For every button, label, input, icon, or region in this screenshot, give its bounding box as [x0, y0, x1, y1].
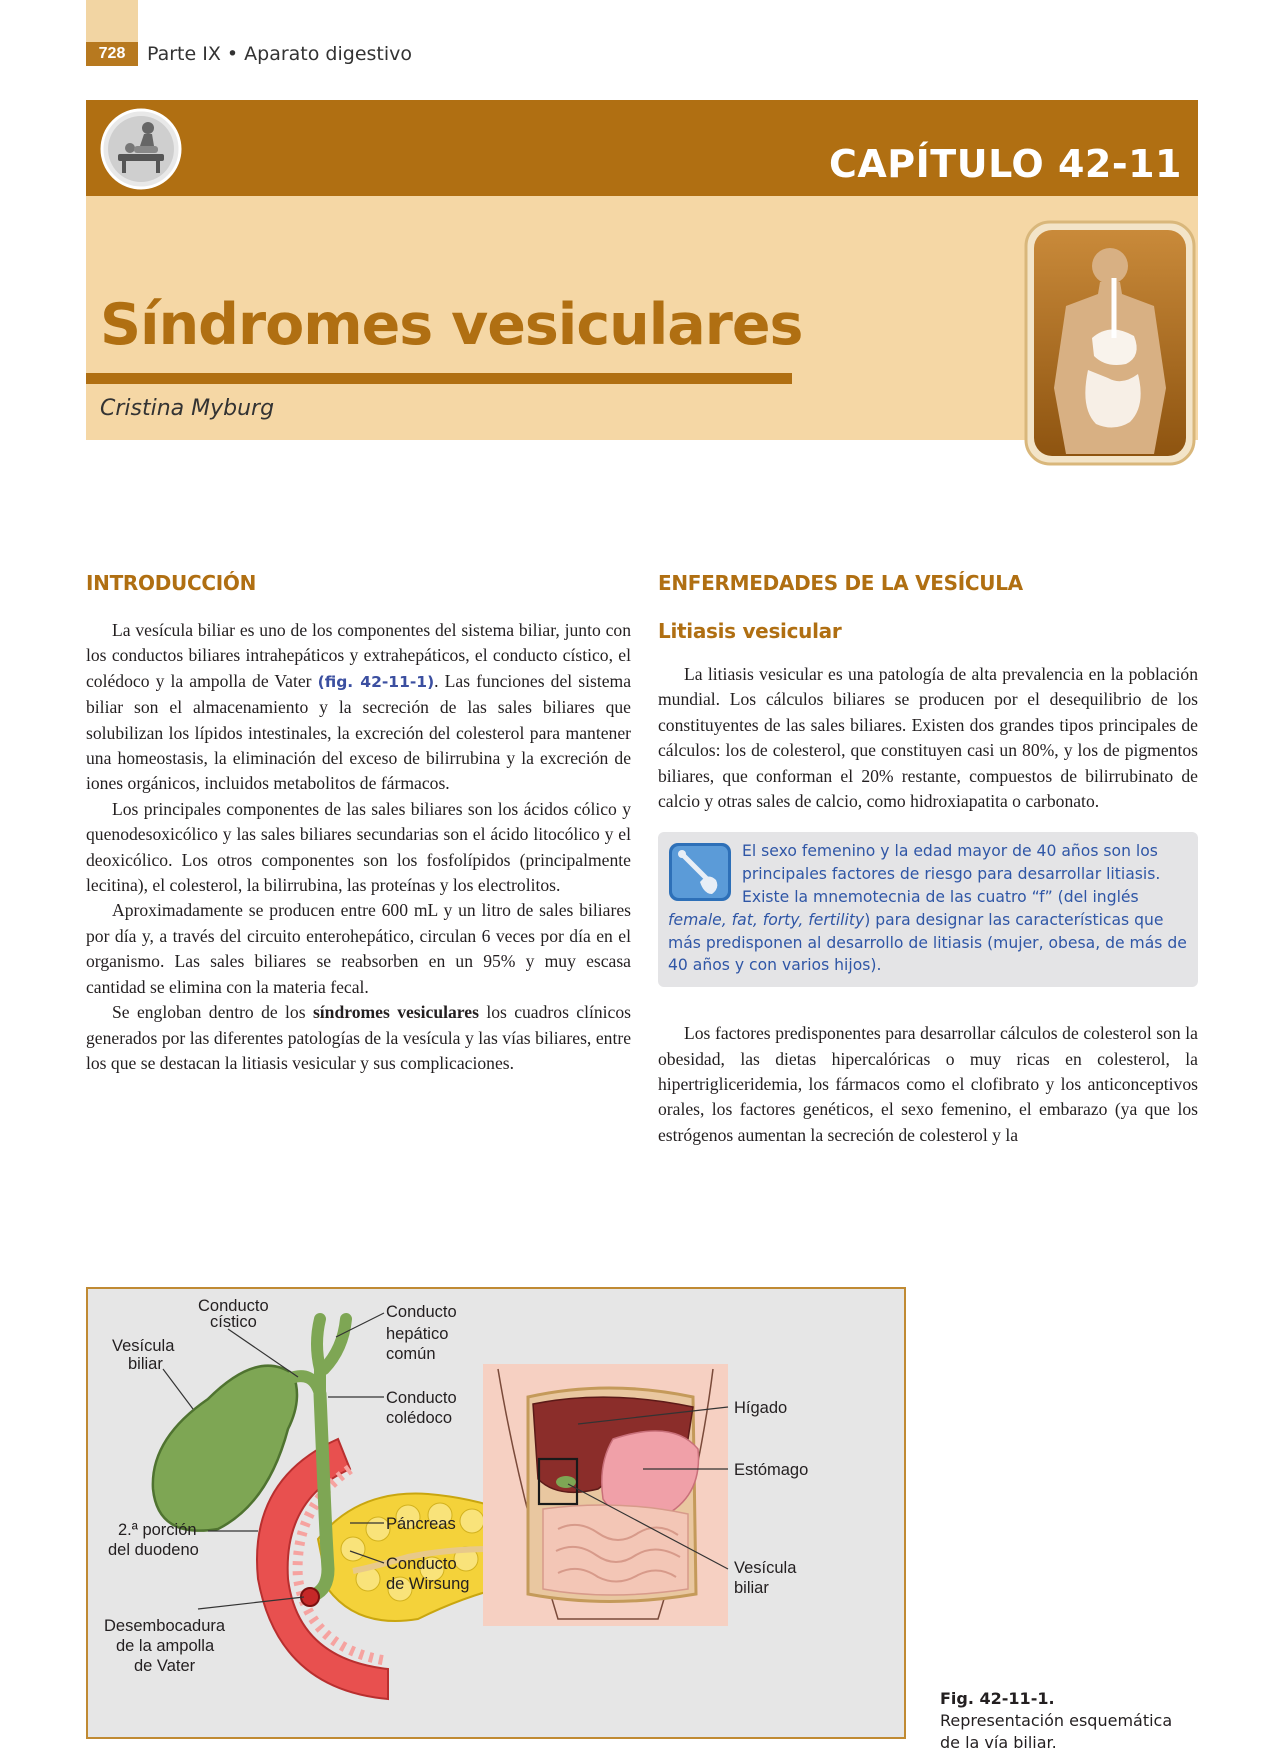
biliary-anatomy-illustration	[88, 1289, 903, 1736]
label-estomago: Estómago	[734, 1461, 809, 1479]
reflex-hammer-icon	[668, 842, 732, 902]
label-conducto-cistico: Conducto	[198, 1297, 269, 1315]
title-rule	[86, 373, 792, 384]
paragraph: Los factores predisponentes para desarrollar cálculos de colesterol son la obesidad, las dietas hipercalóricas o muy ricas en colesterol, la hipertrigliceridemia, los fármacos como el clofibrato y los anticonceptivos orales, los factores genéticos, el sexo femenino, el embarazo (ya que los estrógenos aumentan la secreción de colesterol y la	[658, 1023, 1198, 1145]
label-conducto-wirsung: de Wirsung	[386, 1575, 470, 1593]
label-higado: Hígado	[734, 1399, 788, 1417]
chapter-label: CAPÍTULO 42-11	[829, 142, 1182, 186]
note-text: ) para designar las características que más predisponen al desarrollo de litiasis (mujer, obesa, de más de 40 años y con varios hijos).	[668, 910, 1187, 975]
note-text: El sexo femenino y la edad mayor de 40 años son los principales factores de riesgo para desarrollar litiasis. Existe la mnemotecnia de las cuatro “f” (del inglés	[742, 842, 1161, 907]
right-column	[658, 568, 1198, 1148]
clinical-note-text	[668, 840, 1188, 977]
label-conducto-hepatico: común	[386, 1345, 436, 1363]
label-conducto-coledoco: colédoco	[386, 1409, 453, 1427]
paragraph-text: los cuadros clínicos generados por las diferentes patologías de la vesícula y las vías biliares, entre los que se destacan la litiasis vesicular y sus complicaciones.	[86, 1002, 631, 1073]
paragraph	[86, 618, 631, 797]
page-number: 728	[86, 42, 138, 66]
label-conducto-wirsung: Conducto	[386, 1555, 457, 1573]
left-hepatic-duct	[324, 1319, 346, 1369]
label-pancreas: Páncreas	[386, 1515, 456, 1533]
figure-caption-text: Representación esquemática de la vía biliar.	[940, 1711, 1173, 1752]
clinical-note-box	[658, 832, 1198, 987]
label-duodeno: del duodeno	[108, 1541, 199, 1559]
paragraph: Los principales componentes de las sales biliares son los ácidos cólico y quenodesoxicólico y las sales biliares secundarias son el ácido litocólico y el deoxicólico. Los otros componentes son los fosfolípidos (principalmente lecitina), el colesterol, la bilirrubina, las proteínas y los electrolitos.	[86, 798, 631, 896]
figure-reference-link[interactable]: (fig. 42-11-1)	[317, 672, 435, 691]
stethoscope-exam-icon	[100, 108, 182, 190]
running-title: Parte IX • Aparato digestivo	[147, 43, 412, 65]
label-conducto-cistico: cístico	[210, 1313, 257, 1331]
label-ampolla-vater: de la ampolla	[116, 1637, 215, 1655]
paragraph-text: La vesícula biliar es uno de los componentes del sistema biliar, junto con los conductos biliares intrahepáticos y extrahepáticos, el conducto cístico, el colédoco y la ampolla de Vater	[86, 620, 631, 691]
paragraph-text: . Las funciones del sistema biliar son el almacenamiento y la secreción de las sales biliares que solubilizan los lípidos intestinales, la excreción del colesterol para mantener una homeostasis, la eliminación del exceso de bilirrubina y la excreción de iones orgánicos, incluidos metabolitos de fármacos.	[86, 670, 632, 794]
figure-caption	[940, 1688, 1180, 1754]
bold-term: síndromes vesiculares	[312, 1002, 479, 1023]
label-conducto-hepatico: Conducto	[386, 1303, 457, 1321]
right-hepatic-duct	[317, 1319, 320, 1399]
label-ampolla-vater: Desembocadura	[104, 1617, 226, 1635]
paragraph	[86, 1000, 631, 1076]
label-duodeno: 2.ª porción	[118, 1521, 197, 1539]
paragraph: Aproximadamente se producen entre 600 mL y un litro de sales biliares por día y, a través del circuito enterohepático, circulan 6 veces por día en el organismo. Las sales biliares se reabsorben en un 95% y muy escasa cantidad se elimina con la materia fecal.	[86, 900, 631, 997]
section-heading-enfermedades: ENFERMEDADES DE LA VESÍCULA	[658, 571, 1023, 595]
label-conducto-coledoco: Conducto	[386, 1389, 457, 1407]
chapter-author: Cristina Myburg	[100, 396, 275, 421]
figure-biliary-tract	[86, 1287, 906, 1739]
digestive-system-icon	[1022, 218, 1198, 468]
paragraph-text: Se engloban dentro de los	[112, 1002, 313, 1023]
section-heading-introduccion: INTRODUCCIÓN	[86, 571, 257, 595]
paragraph: La litiasis vesicular es una patología de alta prevalencia en la población mundial. Los cálculos biliares se producen por el desequilibrio de los constituyentes de las sales biliares. Existen dos grandes tipos principales de cálculos: los de colesterol, que constituyen casi un 80%, y los de pigmentos biliares, que conforman el 20% restante, compuestos de bilirrubinato de calcio y otras sales de calcio, como hidroxiapatita o carbonato.	[658, 664, 1198, 812]
label-vesicula-biliar: biliar	[128, 1355, 163, 1373]
label-vesicula-biliar: Vesícula	[112, 1337, 175, 1355]
label-ampolla-vater: de Vater	[134, 1657, 196, 1675]
left-column	[86, 568, 631, 1076]
figure-caption-ref: Fig. 42-11-1.	[940, 1689, 1055, 1708]
note-italic: female, fat, forty, fertility	[668, 910, 865, 929]
label-conducto-hepatico: hepático	[386, 1325, 449, 1343]
label-vesicula-biliar-right: biliar	[734, 1579, 769, 1597]
chapter-title: Síndromes vesiculares	[100, 292, 803, 358]
subsection-heading-litiasis: Litiasis vesicular	[658, 619, 842, 643]
label-vesicula-biliar-right: Vesícula	[734, 1559, 797, 1577]
